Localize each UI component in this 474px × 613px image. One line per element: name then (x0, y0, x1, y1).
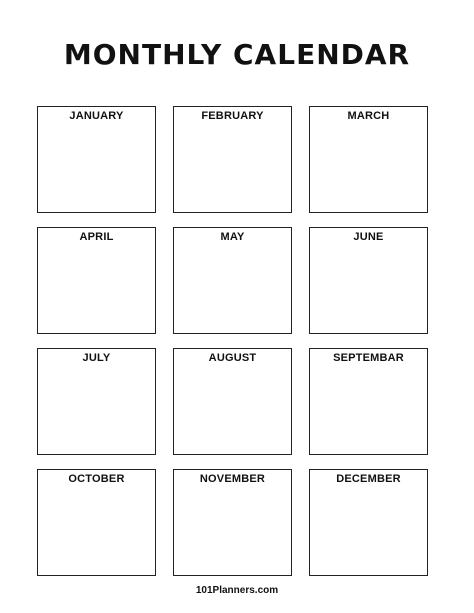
month-box-august (173, 348, 292, 455)
month-box-november (173, 469, 292, 576)
month-box-september (309, 348, 428, 455)
month-label: JULY (82, 352, 111, 364)
month-label: NOVEMBER (199, 473, 266, 485)
month-box-july (37, 348, 156, 455)
month-box-june (309, 227, 428, 334)
month-grid (37, 106, 437, 576)
month-label: OCTOBER (68, 473, 125, 485)
month-box-october (37, 469, 156, 576)
month-label: SEPTEMBAR (333, 352, 404, 364)
month-box-may (173, 227, 292, 334)
month-box-april (37, 227, 156, 334)
month-label: MAY (220, 231, 245, 243)
month-box-december (309, 469, 428, 576)
month-box-january (37, 106, 156, 213)
month-label: JUNE (353, 231, 384, 243)
page-title: MONTHLY CALENDAR (63, 38, 411, 71)
footer-site: 101Planners.com (195, 585, 279, 596)
month-label: APRIL (79, 231, 114, 243)
month-label: JANUARY (69, 110, 124, 122)
month-label: DECEMBER (336, 473, 401, 485)
month-box-march (309, 106, 428, 213)
month-label: FEBRUARY (201, 110, 264, 122)
month-box-february (173, 106, 292, 213)
month-label: AUGUST (208, 352, 257, 364)
month-label: MARCH (347, 110, 390, 122)
